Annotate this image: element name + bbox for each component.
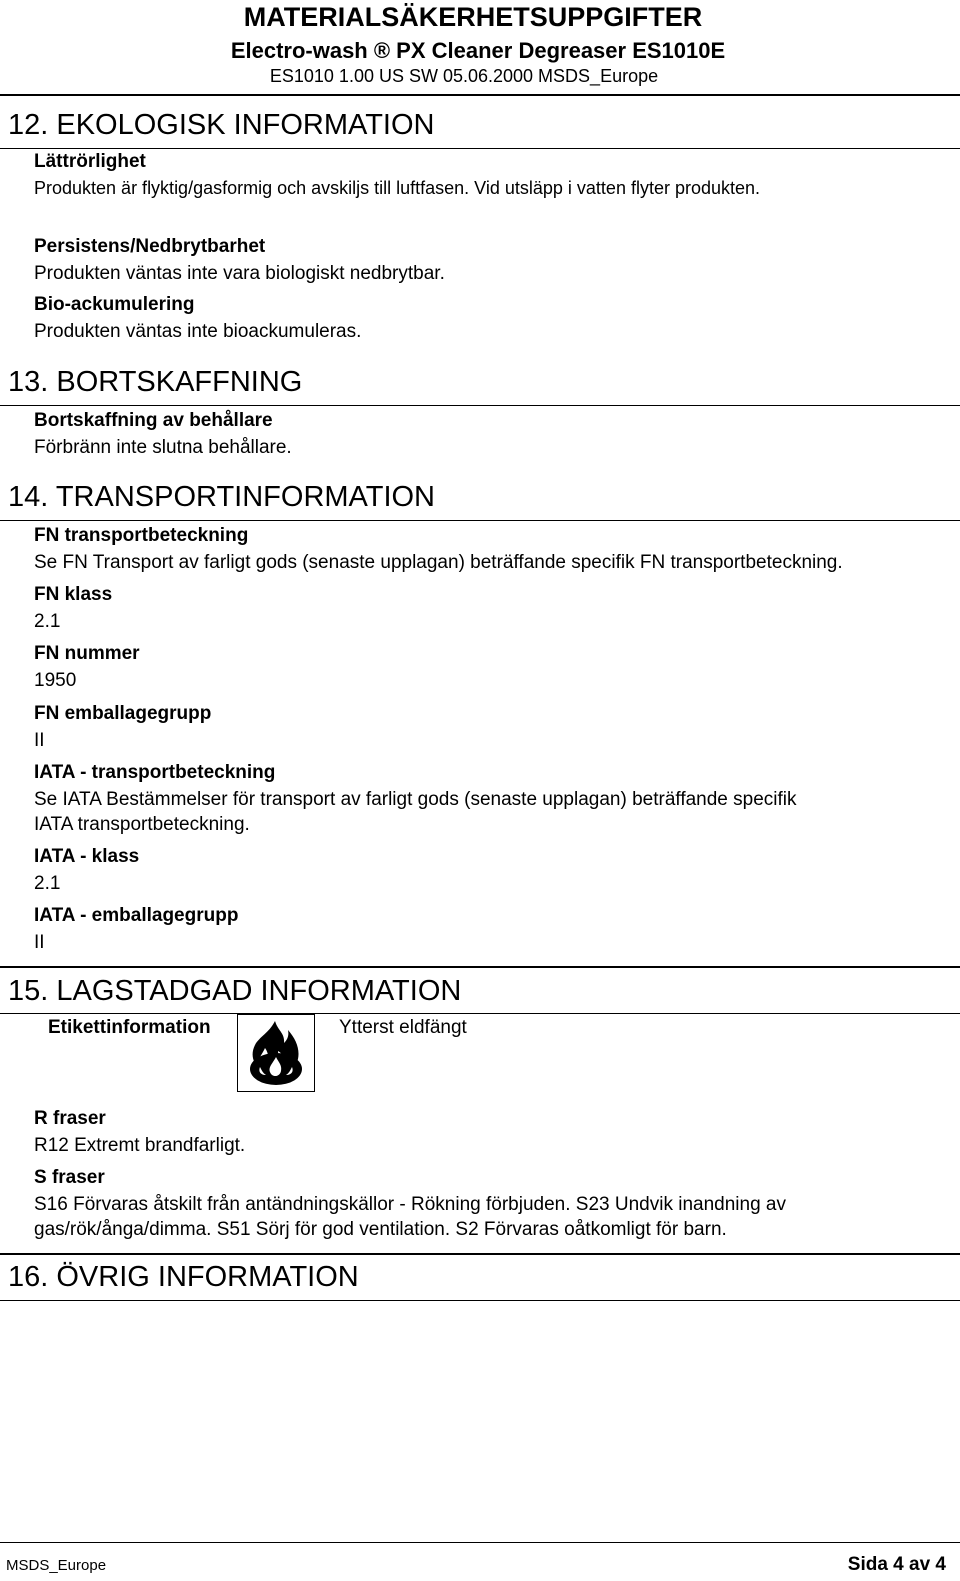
fn-klass-label: FN klass	[34, 584, 113, 605]
iata-transport-label: IATA - transportbeteckning	[34, 762, 276, 783]
footer-left: MSDS_Europe	[6, 1557, 107, 1574]
document-id: ES1010 1.00 US SW 05.06.2000 MSDS_Europe	[269, 66, 659, 86]
flame-icon	[238, 1015, 314, 1091]
section-13-rule	[0, 405, 960, 406]
iata-emballagegrupp-label: IATA - emballagegrupp	[34, 905, 239, 926]
r-fraser-text: R12 Extremt brandfarligt.	[34, 1135, 246, 1156]
s-fraser-text-line2: gas/rök/ånga/dimma. S51 Sörj för god ventilation. S2 Förvaras oåtkomligt för barn.	[34, 1219, 727, 1240]
s-fraser-text-line1: S16 Förvaras åtskilt från antändningskällor - Rökning förbjuden. S23 Undvik inandning av	[34, 1194, 786, 1215]
section-15-top-rule	[0, 966, 960, 968]
persistens-label: Persistens/Nedbrytbarhet	[34, 236, 266, 257]
bioackumulering-label: Bio-ackumulering	[34, 294, 195, 315]
iata-klass-label: IATA - klass	[34, 846, 140, 867]
lattrorlighet-label: Lättrörlighet	[34, 151, 146, 172]
section-12-rule	[0, 148, 960, 149]
section-13-heading: 13. BORTSKAFFNING	[8, 366, 303, 398]
section-16-heading: 16. ÖVRIG INFORMATION	[8, 1261, 359, 1293]
persistens-text: Produkten väntas inte vara biologiskt nedbrytbar.	[34, 263, 445, 284]
iata-klass-value: 2.1	[34, 873, 61, 894]
document-title: MATERIALSÄKERHETSUPPGIFTER	[243, 2, 703, 32]
iata-transport-text-line1: Se IATA Bestämmelser för transport av farligt gods (senaste upplagan) beträffande specifik	[34, 789, 797, 810]
footer-rule	[0, 1542, 960, 1543]
section-14-heading: 14. TRANSPORTINFORMATION	[8, 481, 435, 513]
fn-nummer-value: 1950	[34, 670, 77, 691]
bortskaffning-text: Förbränn inte slutna behållare.	[34, 437, 292, 458]
section-16-rule	[0, 1300, 960, 1301]
header-rule	[0, 94, 960, 96]
section-15-rule	[0, 1013, 960, 1014]
section-12-heading: 12. EKOLOGISK INFORMATION	[8, 109, 435, 141]
bioackumulering-text: Produkten väntas inte bioackumuleras.	[34, 321, 362, 342]
product-name: Electro-wash ® PX Cleaner Degreaser ES1010E	[230, 38, 726, 63]
bortskaffning-label: Bortskaffning av behållare	[34, 410, 273, 431]
section-14-rule	[0, 520, 960, 521]
lattrorlighet-text: Produkten är flyktig/gasformig och avskiljs till luftfasen. Vid utsläpp i vatten flyter produkten.	[34, 178, 761, 198]
fn-transport-label: FN transportbeteckning	[34, 525, 249, 546]
fn-nummer-label: FN nummer	[34, 643, 140, 664]
fn-emballagegrupp-value: II	[34, 730, 45, 751]
etikett-label: Etikettinformation	[48, 1017, 211, 1038]
hazard-symbol-box	[237, 1014, 315, 1092]
r-fraser-label: R fraser	[34, 1108, 106, 1129]
section-15-heading: 15. LAGSTADGAD INFORMATION	[8, 975, 462, 1007]
section-16-top-rule	[0, 1253, 960, 1255]
page-number: Sida 4 av 4	[847, 1554, 946, 1575]
symbol-text: Ytterst eldfängt	[339, 1017, 467, 1038]
fn-emballagegrupp-label: FN emballagegrupp	[34, 703, 212, 724]
iata-transport-text-line2: IATA transportbeteckning.	[34, 814, 250, 835]
fn-transport-text: Se FN Transport av farligt gods (senaste upplagan) beträffande specifik FN transportbeteckning.	[34, 552, 843, 573]
s-fraser-label: S fraser	[34, 1167, 105, 1188]
fn-klass-value: 2.1	[34, 611, 61, 632]
iata-emballagegrupp-value: II	[34, 932, 45, 953]
